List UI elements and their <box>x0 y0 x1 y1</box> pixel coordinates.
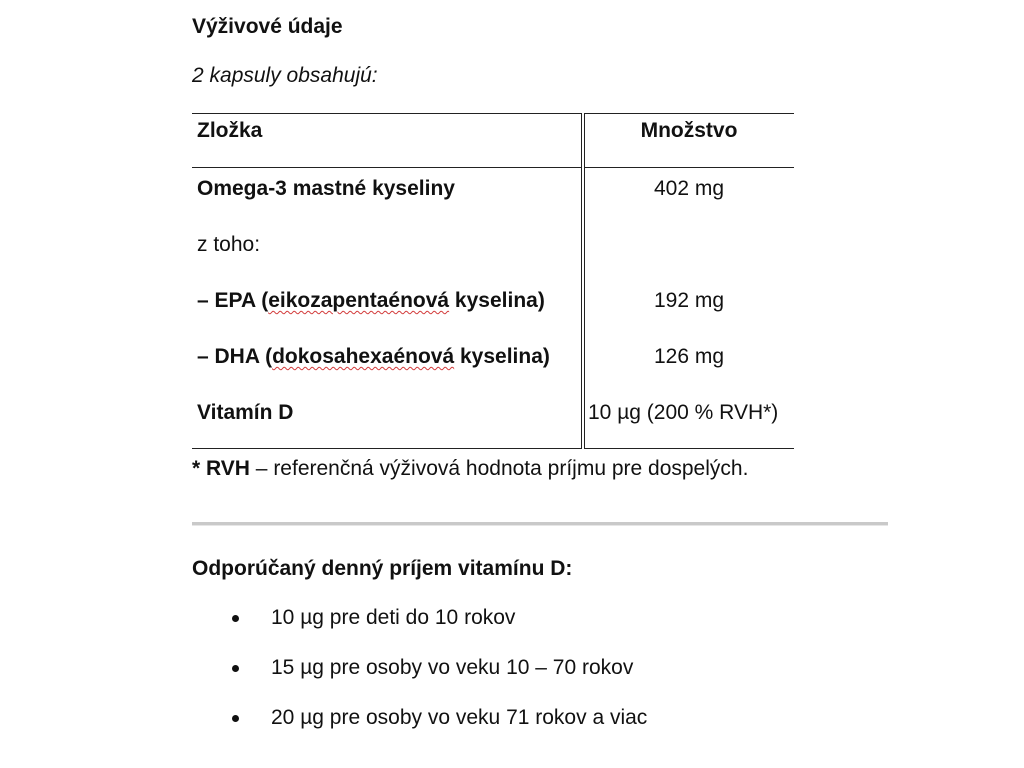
list-item-text: 10 µg pre deti do 10 rokov <box>271 606 516 629</box>
document-subheading: 2 kapsuly obsahujú: <box>192 64 378 87</box>
footnote-term: * RVH <box>192 457 250 480</box>
table-row-omega3-amount: 402 mg <box>653 177 725 200</box>
footnote-definition: – referenčná výživová hodnota príjmu pre dospelých. <box>249 457 749 480</box>
table-column-divider-left <box>581 113 582 449</box>
dha-spellcheck-word: dokosahexaénová <box>272 345 455 368</box>
table-row-subtotal-label: z toho: <box>197 233 261 256</box>
footnote <box>192 456 748 482</box>
list-item-text: 15 µg pre osoby vo veku 10 – 70 rokov <box>271 656 634 679</box>
nutrition-table <box>192 113 794 450</box>
table-header-ingredient: Zložka <box>197 119 263 142</box>
recommendation-title: Odporúčaný denný príjem vitamínu D: <box>192 557 573 580</box>
table-bottom-border <box>192 448 581 449</box>
table-row-vitamin-d-ingredient: Vitamín D <box>197 401 294 424</box>
table-header-border-right <box>584 167 794 168</box>
epa-prefix: – EPA ( <box>197 289 269 312</box>
document-heading: Výživové údaje <box>192 15 343 38</box>
dha-suffix: kyselina) <box>454 345 550 368</box>
dha-prefix: – DHA ( <box>197 345 273 368</box>
table-header-border <box>192 167 581 168</box>
epa-suffix: kyselina) <box>449 289 545 312</box>
table-row-dha-ingredient <box>197 344 550 370</box>
table-top-border <box>192 113 581 114</box>
table-row-omega3-ingredient: Omega-3 mastné kyseliny <box>197 177 455 200</box>
bullet-icon <box>232 615 239 622</box>
table-row-vitamin-d-amount: 10 µg (200 % RVH*) <box>588 401 779 424</box>
table-row-dha-amount: 126 mg <box>653 345 725 368</box>
list-item-text: 20 µg pre osoby vo veku 71 rokov a viac <box>271 706 648 729</box>
bullet-icon <box>232 715 239 722</box>
horizontal-divider <box>192 522 888 526</box>
table-column-divider-right <box>584 113 585 449</box>
table-row-epa-amount: 192 mg <box>653 289 725 312</box>
table-header-amount: Množstvo <box>640 119 738 142</box>
table-top-border-right <box>584 113 794 114</box>
epa-spellcheck-word: eikozapentaénová <box>268 289 450 312</box>
table-bottom-border-right <box>584 448 794 449</box>
table-row-epa-ingredient <box>197 288 545 314</box>
bullet-icon <box>232 665 239 672</box>
